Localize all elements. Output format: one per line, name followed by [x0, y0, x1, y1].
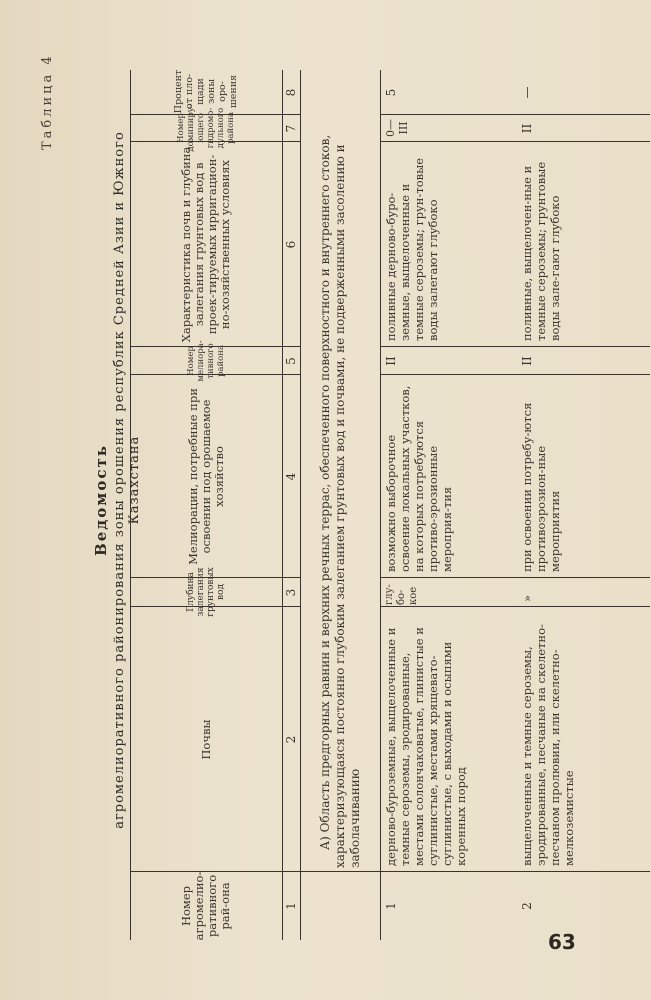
header-hydromodule-district: Номер доминиру-ющего гидромо-дульного района	[176, 104, 236, 152]
row-2-meliorations: при освоении потребу-ются противоэрозион-ные мероприятия	[520, 402, 562, 572]
row-1-groundwater: глу-бо-кое	[384, 584, 419, 605]
col-sep-3b	[380, 577, 650, 578]
row-2-groundwater: »	[520, 594, 534, 602]
col-number-8: 8	[284, 88, 298, 97]
col-number-4: 4	[284, 472, 298, 481]
row-1-meliorations: возможно выборочное освоение локальных участков, на которых потребуются противо-эрозионные мероприя-тия	[384, 385, 454, 572]
col-sep-2b	[380, 606, 650, 607]
row-1-number: 1	[384, 902, 398, 910]
col-sep-7b	[380, 114, 650, 115]
document-subtitle: агромелиоративного районирования зоны орошения республик Средней Азии и Южного Казахстана	[112, 131, 142, 829]
col-sep-6b	[380, 141, 650, 142]
header-area-percent: Процент от пло-щади зоны оро-шения	[173, 69, 239, 114]
col-number-2: 2	[284, 735, 298, 744]
row-1-soils: дерново-буроземные, выщелоченные и темные сероземы, эродированные, местами солончаковатые, глинистые и суглинистые, местами хрящевато-суглинистые, с выходами и осыпями коренных пород	[384, 627, 468, 866]
row-2-percent: —	[520, 86, 534, 99]
header-groundwater-depth: Глубина залегания грунтовых вод	[186, 567, 226, 617]
col-sep-5b	[380, 346, 650, 347]
header-characteristics: Характеристика почв и глубина залегания грунтовых вод в проек-тируемых ирригацион-но-хозяйственных условиях	[179, 146, 232, 343]
header-region-number: Номер агромелио-ративного рай-она	[179, 871, 232, 941]
row-1-melioration-district: II	[384, 356, 398, 366]
col-sep-4b	[380, 374, 650, 375]
table-label: Таблица 4	[40, 53, 55, 150]
col-number-6: 6	[284, 240, 298, 249]
header-melioration-district: Номер мелиора-тивного района	[186, 340, 226, 382]
section-a-heading: А) Область предгорных равнин и верхних речных террас, обеспеченного поверхностного и внутреннего стоков, характеризующаяся постоянно глубоким залеганием грунтовых вод и почвами, не подверженными засолению и заболачиванию	[318, 134, 362, 868]
header-meliorations: Мелиорации, потребные при освоении под орошаемое хозяйство	[185, 388, 226, 565]
col-number-7: 7	[284, 124, 298, 133]
document-title: Ведомость	[92, 444, 110, 556]
row-1-percent: 5	[384, 88, 398, 97]
row-2-number: 2	[520, 902, 534, 910]
row-1-hydromodule: 0—III	[384, 119, 410, 137]
col-number-5: 5	[284, 357, 298, 365]
row-2-characteristics: поливные, выщелочен-ные и темные сероземы; грунтовые воды зале-гают глубоко	[520, 161, 562, 341]
header-bottom-rule	[282, 70, 283, 940]
section-a-bottom-rule	[380, 70, 381, 940]
numbers-bottom-rule	[300, 70, 301, 940]
row-2-hydromodule: II	[520, 123, 534, 134]
row-1-characteristics: поливные дерново-буро-земные, выщелоченные и темные сероземы; грун-товые воды залегают глубоко	[384, 157, 440, 341]
row-2-soils: выщелоченные и темные сероземы, эродированные, песчаные на скелетно-песчаном пролювии, или скелетно-мелкоземистые	[520, 624, 576, 866]
table-top-rule	[130, 70, 131, 940]
row-2-melioration-district: II	[520, 356, 534, 366]
page-number: 63	[548, 930, 576, 954]
col-number-3: 3	[284, 588, 298, 597]
header-soils: Почвы	[198, 719, 213, 760]
col-number-1: 1	[284, 902, 298, 910]
